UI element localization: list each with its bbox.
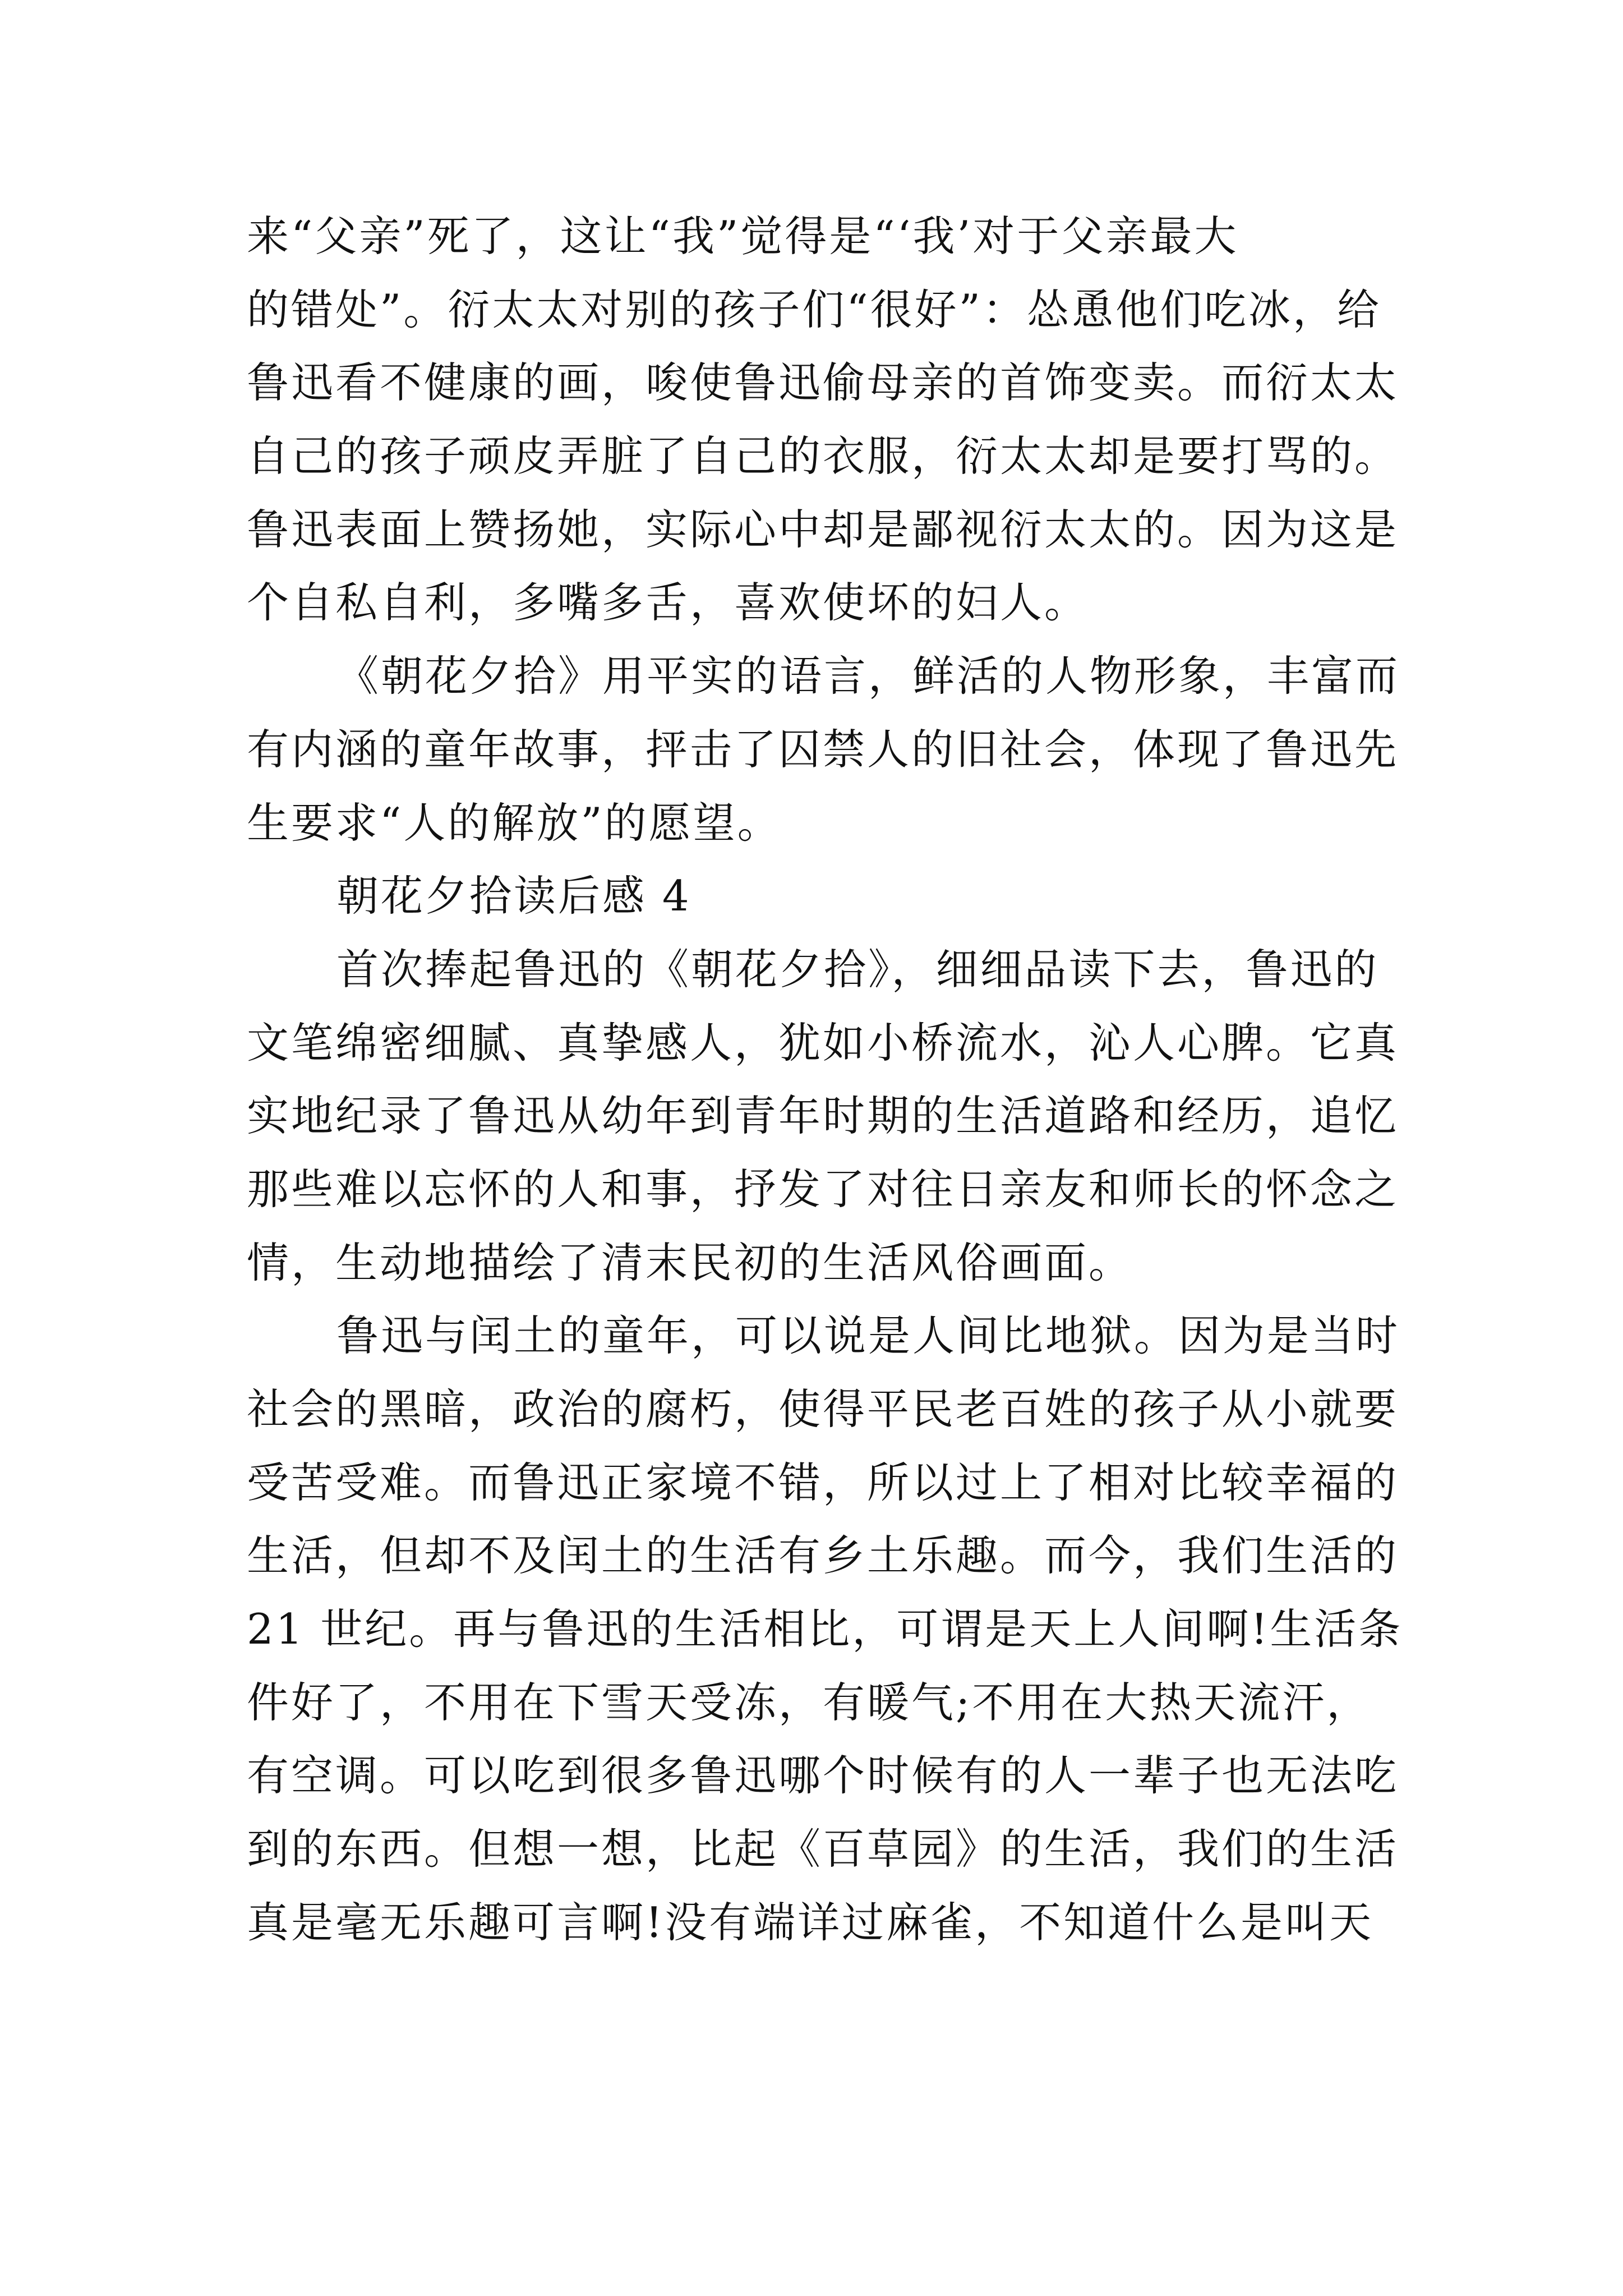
text-line: 的错处”。衍太太对别的孩子们“很好”：怂恿他们吃冰，给 [247,284,1382,334]
text-line: 情，生动地描绘了清末民初的生活风俗画面。 [247,1237,1133,1287]
text-line: 那些难以忘怀的人和事，抒发了对往日亲友和师长的怀念之 [247,1164,1399,1214]
text-line: 真是毫无乐趣可言啊!没有端详过麻雀，不知道什么是叫天 [247,1897,1374,1947]
text-line: 社会的黑暗，政治的腐朽，使得平民老百姓的孩子从小就要 [247,1384,1399,1434]
text-line: 来“父亲”死了，这让“我”觉得是“‘我’对于父亲最大 [247,211,1239,261]
paragraph-start-line: 《朝花夕拾》用平实的语言，鲜活的人物形象，丰富而 [336,651,1400,701]
text-line: 个自私自利，多嘴多舌，喜欢使坏的妇人。 [247,578,1089,628]
text-line: 生要求“人的解放”的愿望。 [247,798,782,848]
text-line: 件好了，不用在下雪天受冻，有暖气;不用在大热天流汗， [247,1677,1371,1727]
text-line: 到的东西。但想一想，比起《百草园》的生活，我们的生活 [247,1824,1399,1874]
paragraph-start-line: 鲁迅与闰土的童年，可以说是人间比地狱。因为是当时 [336,1311,1400,1361]
text-line: 有空调。可以吃到很多鲁迅哪个时候有的人一辈子也无法吃 [247,1751,1399,1801]
paragraph-start-line: 首次捧起鲁迅的《朝花夕拾》，细细品读下去，鲁迅的 [336,944,1379,994]
text-line: 受苦受难。而鲁迅正家境不错，所以过上了相对比较幸福的 [247,1457,1399,1507]
text-line: 生活，但却不及闰土的生活有乡土乐趣。而今，我们生活的 [247,1531,1399,1581]
text-line: 鲁迅看不健康的画，唆使鲁迅偷母亲的首饰变卖。而衍太太 [247,358,1399,408]
text-line: 自己的孩子顽皮弄脏了自己的衣服，衍太太却是要打骂的。 [247,431,1399,481]
text-line: 实地纪录了鲁迅从幼年到青年时期的生活道路和经历，追忆 [247,1091,1399,1141]
section-heading: 朝花夕拾读后感 4 [336,871,691,921]
text-line: 文笔绵密细腻、真挚感人，犹如小桥流水，沁人心脾。它真 [247,1018,1399,1068]
text-line: 有内涵的童年故事，抨击了囚禁人的旧社会，体现了鲁迅先 [247,724,1399,774]
body-text [247,200,1402,1959]
text-line: 21 世纪。再与鲁迅的生活相比，可谓是天上人间啊!生活条 [247,1604,1403,1654]
text-line: 鲁迅表面上赞扬她，实际心中却是鄙视衍太太的。因为这是 [247,504,1399,554]
